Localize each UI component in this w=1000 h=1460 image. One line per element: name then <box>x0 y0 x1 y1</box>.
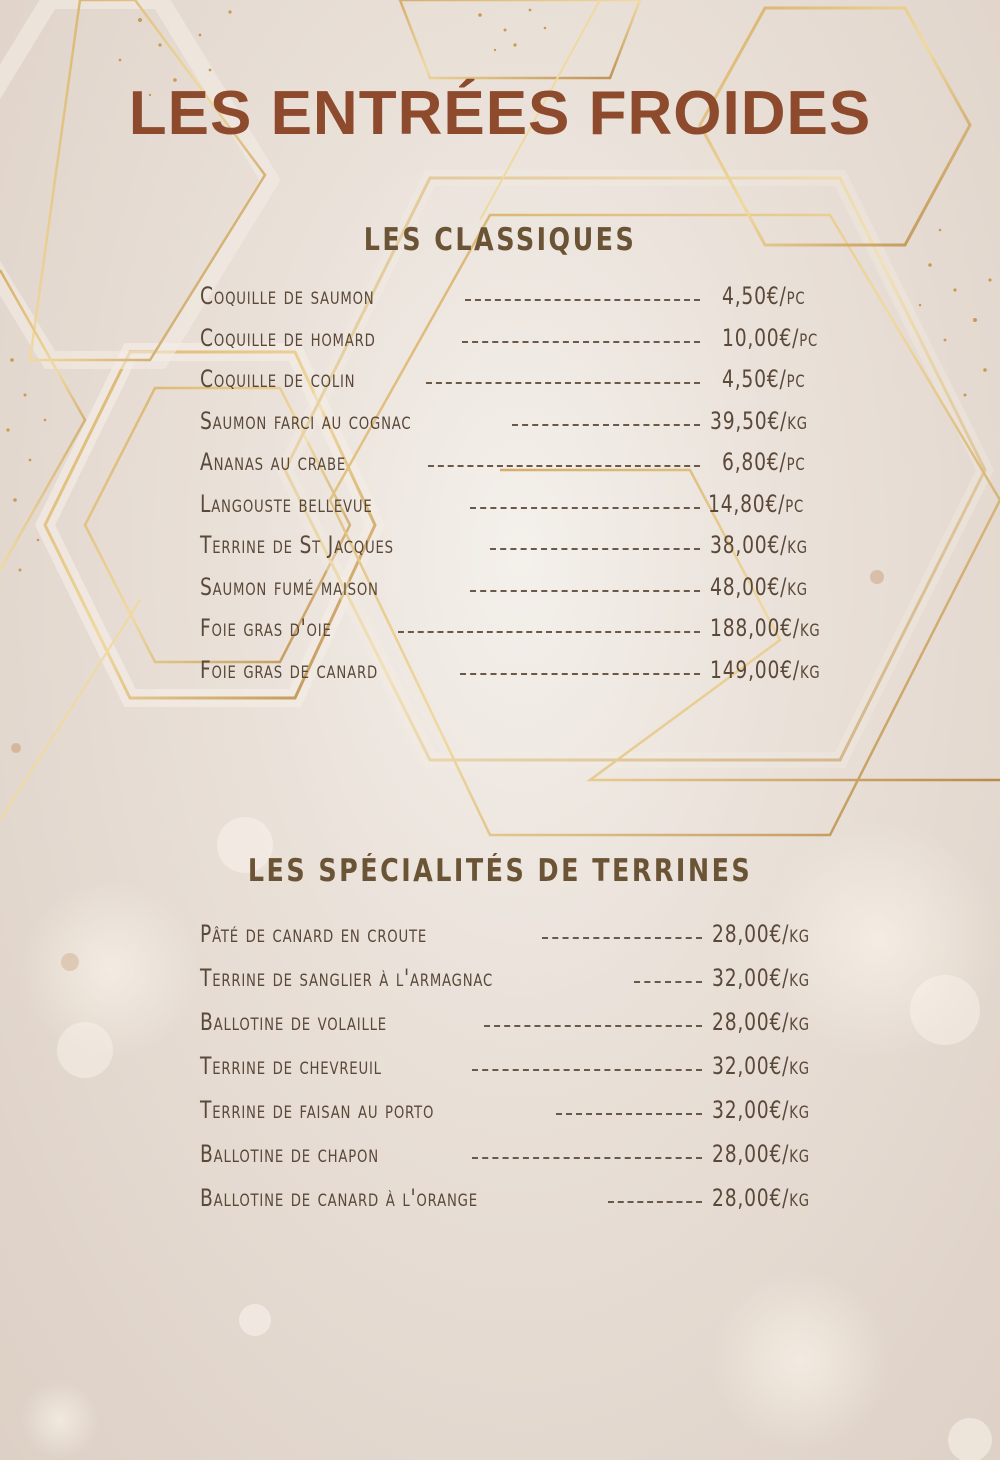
item-name: Foie gras de canard <box>200 655 378 684</box>
menu-item <box>200 573 860 615</box>
dot-leader <box>490 548 700 550</box>
item-price: 28,00€/kg <box>712 1184 810 1212</box>
dot-leader <box>472 1069 702 1071</box>
menu-item <box>200 531 860 573</box>
item-price: 4,50€/pc <box>722 282 806 310</box>
item-name: Ballotine de volaille <box>200 1008 387 1036</box>
menu-item <box>200 490 860 532</box>
item-price: 28,00€/kg <box>712 1008 810 1036</box>
item-price: 48,00€/kg <box>710 572 808 601</box>
item-name: Coquille de colin <box>200 365 356 393</box>
item-name: Coquille de saumon <box>200 282 375 310</box>
item-price: 32,00€/kg <box>712 1052 810 1080</box>
dot-leader <box>556 1113 702 1115</box>
item-price: 10,00€/pc <box>722 323 819 352</box>
item-price: 28,00€/kg <box>712 1140 810 1168</box>
dot-leader <box>465 299 700 301</box>
dot-leader <box>398 631 700 633</box>
menu-item <box>200 1140 860 1184</box>
item-price: 14,80€/pc <box>708 489 805 518</box>
menu-item <box>200 964 860 1008</box>
menu-item <box>200 1184 860 1228</box>
item-name: Coquille de homard <box>200 323 376 352</box>
item-name: Saumon farci au cognac <box>200 406 412 435</box>
menu-item <box>200 448 860 490</box>
item-name: Terrine de St Jacques <box>200 531 394 559</box>
section-title-classiques: LES CLASSIQUES <box>363 222 637 258</box>
item-name: Ballotine de canard à l'orange <box>200 1184 478 1212</box>
item-price: 149,00€/kg <box>710 655 821 684</box>
item-price: 32,00€/kg <box>712 1096 810 1124</box>
item-name: Terrine de sanglier à l'armagnac <box>200 964 494 992</box>
dot-leader <box>472 1157 702 1159</box>
dot-leader <box>470 507 700 509</box>
dot-leader <box>428 465 700 467</box>
item-name: Saumon fumé maison <box>200 572 379 601</box>
dot-leader <box>484 1025 702 1027</box>
menu-item <box>200 407 860 449</box>
page-title: LES ENTRÉES FROIDES <box>128 79 872 148</box>
item-name: Terrine de faisan au porto <box>200 1096 435 1124</box>
dot-leader <box>462 341 700 343</box>
menu-item <box>200 614 860 656</box>
dot-leader <box>542 937 702 939</box>
item-name: Ballotine de chapon <box>200 1140 379 1168</box>
menu-item <box>200 324 860 366</box>
menu-item <box>200 282 860 324</box>
item-name: Pâté de canard en croute <box>200 920 428 948</box>
section-title-terrines: LES SPÉCIALITÉS DE TERRINES <box>247 853 753 889</box>
item-name: Terrine de chevreuil <box>200 1052 382 1080</box>
menu-list-terrines <box>200 920 860 1228</box>
menu-item <box>200 365 860 407</box>
item-price: 28,00€/kg <box>712 920 810 948</box>
dot-leader <box>460 673 700 675</box>
menu-item <box>200 1096 860 1140</box>
item-price: 188,00€/kg <box>710 614 821 642</box>
item-name: Foie gras d'oie <box>200 614 332 642</box>
menu-list-classiques <box>200 282 860 697</box>
dot-leader <box>634 981 702 983</box>
dot-leader <box>512 424 700 426</box>
item-name: Langouste bellevue <box>200 489 373 518</box>
item-price: 4,50€/pc <box>722 365 806 393</box>
menu-item <box>200 1052 860 1096</box>
dot-leader <box>470 590 700 592</box>
item-name: Ananas au crabe <box>200 448 347 476</box>
dot-leader <box>608 1201 702 1203</box>
item-price: 32,00€/kg <box>712 964 810 992</box>
menu-item <box>200 1008 860 1052</box>
menu-item <box>200 656 860 698</box>
item-price: 6,80€/pc <box>722 448 806 476</box>
dot-leader <box>426 382 700 384</box>
item-price: 38,00€/kg <box>710 531 808 559</box>
item-price: 39,50€/kg <box>710 406 808 435</box>
menu-item <box>200 920 860 964</box>
